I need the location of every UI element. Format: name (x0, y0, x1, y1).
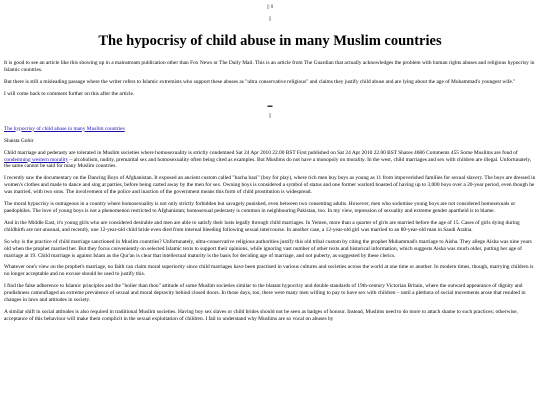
article-author: Shaista Gohir (4, 137, 34, 144)
header-glyph-secondary: ▯ (268, 17, 272, 22)
article-paragraph-1-text-after: – alcoholism, nudity, premarital sex and homosexuality often being cited as examples. But Muslims do not have a monopoly on morality. In the west, child marriages and sex with children are illegal. Unfortunately, the same cannot be said for many Muslim countries. (4, 156, 532, 170)
article-paragraph-5: So why is the practice of child marriage sanctioned in Muslim countries? Unfortunately, ultra-conservative religious authorities justify this old tribal custom by citing the prophet Muhammad's marriage to Aisha. They allege Aisha was nine years old when the prophet married her. But they focus conveniently on selected Islamic texts to support their opinions, while ignoring vast number of other texts and historical information, which suggests Aisha was much older, putting her age of marriage at 19. Child marriage is against Islam as the Qur'an is clear that intellectual maturity is the basis for deciding age of marriage, and not puberty, as suggested by these clerics. (4, 238, 532, 259)
separator-glyph-secondary: ▯ (268, 113, 272, 119)
article-paragraph-2: I recently saw the documentary on the Dancing Boys of Afghanistan. It exposed an ancient custom called "bacha bazi" (boy for play), where rich men buy boys as young as 11 from impoverished families for sexual slavery. The boys are dressed in women's clothes and made to dance and sing at parties, before being carted away by the men for sex. Owning boys is considered a symbol of status and one former warlord boasted of having up to 3,000 boys over a 20-year period, even though he was married, with two sons. The involvement of the police and inaction of the government means this form of child prostitution is widespread. (4, 175, 536, 196)
intro-paragraph-2: But there is still a misleading passage where the writer refers to Islamic extremists who support these abuses as "ultra conservative religious" and claims they justify child abuse and are lying about the age of Muhammad's youngest wife." (4, 78, 516, 85)
source-link-line (4, 126, 536, 133)
article-paragraph-4: And in the Middle East, it's young girls who are considered desirable and men are able to satisfy their lusts legally through child marriages. In Yemen, more than a quarter of girls are married before the age of 15. Cases of girls dying during childbirth are not unusual, and recently, one 12-year-old child bride even died from internal bleeding following sexual intercourse. In another case, a 12-year-old girl was married to an 80-year-old man in Saudi Arabia. (4, 219, 520, 233)
article-paragraph-1-text-before: Child marriage and pederasty are tolerated in Muslim societies where homosexuality is strictly condemned Sat 24 Apr 2010 22.00 BST First published on Sat 24 Apr 2010 22.00 BST Shares 4686 Comments 455 Some Muslims are fond of (4, 149, 518, 156)
condemning-western-morality-link[interactable]: condemning western morality (4, 156, 69, 163)
intro-paragraph-3: I will come back to comment further on this after the article. (4, 90, 135, 97)
separator-glyph: ▬ (267, 103, 273, 109)
article-paragraph-8: A similar shift in social attitudes is also required in traditional Muslim societies. Having boy sex slaves or child brides should not be seen as badges of honour. Instead, Muslims need to do more to attach shame to such practices; otherwise, acceptance of this behaviour will make them complicit in the sexual exploitation of children. I fail to understand why Muslims are so vocal on abuses by (4, 308, 518, 322)
header-glyph: ▯ 0 (266, 5, 274, 10)
article-paragraph-1 (4, 150, 536, 171)
article-paragraph-7: I find the false adherence to Islamic principles and the "holier than thou" attitude of some Muslim societies similar to the blatant hypocrisy and double standards of 19th-century Victorian Britain, where the outward appearance of dignity and prudishness camouflaged an extreme prevalence of sexual and moral depravity behind closed doors. In those days, too, there were many men willing to pay to have sex with children – until a plethora of social movements arose that resulted in changes in laws and attitudes in society. (4, 283, 526, 304)
article-paragraph-3: The moral hypocrisy is outrageous in a country where homosexuality is not only strictly forbidden but savagely punished, even between two consenting adults. However, men who sodomise young boys are not considered homosexuals or paedophiles. The love of young boys is not a phenomenon restricted to Afghanistan; homosexual pederasty is common in neighbouring Pakistan, too. In my view, repression of sexuality and extreme gender apartheid is to blame. (4, 201, 516, 214)
page-title: The hypocrisy of child abuse in many Muslim countries (98, 33, 442, 49)
source-article-link[interactable]: The hypocrisy of child abuse in many Muslim countries (4, 125, 125, 132)
intro-paragraph-1: It is good to see an article like this showing up in a mainstream publication other than Fox News or The Daily Mail. This is an article from The Guardian that actually acknowledges the problem with human rights abuses and religious hypocrisy in Islamic countries. (4, 60, 535, 73)
article-paragraph-6: Whatever one's view on the prophet's marriage, no faith can claim moral superiority since child marriages have been practised in various cultures and societies across the world at one time or another. In modern times, though, marrying children is no longer acceptable and no excuse should be used to justify this. (4, 264, 534, 278)
